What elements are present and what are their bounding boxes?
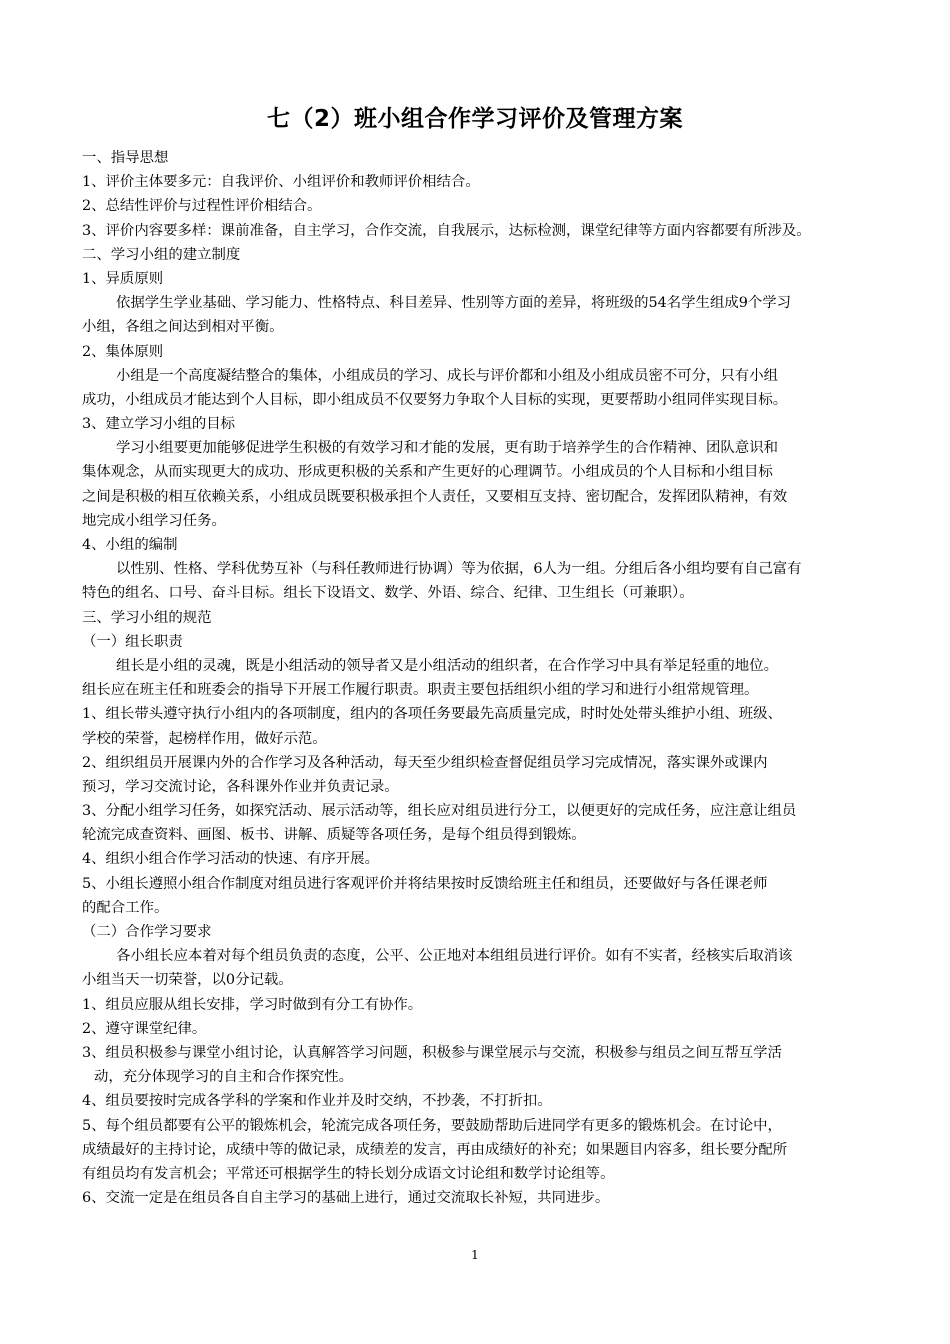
subheading: 2、集体原则 [82, 343, 164, 360]
subheading: （一）组长职责 [82, 633, 183, 650]
text-line: 学校的荣誉，起榜样作用，做好示范。 [82, 730, 327, 747]
document-body [82, 146, 876, 1210]
list-item: 2、组织组员开展课内外的合作学习及各种活动，每天至少组织检查督促组员学习完成情况，落实课外或课内 [82, 754, 768, 771]
text-line: 2、总结性评价与过程性评价相结合。 [82, 198, 322, 215]
paragraph-first-line: 依据学生学业基础、学习能力、性格特点、科目差异、性别等方面的差异，将班级的54名学生组成9个学习 [116, 295, 792, 312]
text-line: 之间是积极的相互依赖关系，小组成员既要积极承担个人责任，又要相互支持、密切配合，发挥团队精神，有效 [82, 488, 788, 505]
text-line: 小组当天一切荣誉，以0分记载。 [82, 972, 293, 989]
text-line: 3、评价内容要多样：课前准备，自主学习，合作交流，自我展示，达标检测，课堂纪律等方面内容都要有所涉及。 [82, 222, 811, 239]
text-line: 特色的组名、口号、奋斗目标。组长下设语文、数学、外语、综合、纪律、卫生组长（可兼职）。 [82, 585, 694, 602]
text-line: 轮流完成查资料、画图、板书、讲解、质疑等各项任务，是每个组员得到锻炼。 [82, 827, 586, 844]
paragraph-first-line: 学习小组要更加能够促进学生积极的有效学习和才能的发展，更有助于培养学生的合作精神、团队意识和 [116, 440, 778, 457]
text-line: 预习，学习交流讨论，各科课外作业并负责记录。 [82, 778, 399, 795]
paragraph-first-line: 组长是小组的灵魂，既是小组活动的领导者又是小组活动的组织者，在合作学习中具有举足轻重的地位。 [116, 657, 778, 674]
section-heading: 二、学习小组的建立制度 [82, 246, 241, 263]
text-line: 有组员均有发言机会；平常还可根据学生的特长划分成语文讨论组和数学讨论组等。 [82, 1165, 615, 1182]
text-line: 1、评价主体要多元：自我评价、小组评价和教师评价相结合。 [82, 174, 480, 191]
paragraph-first-line: 小组是一个高度凝结整合的集体，小组成员的学习、成长与评价都和小组及小组成员密不可分，只有小组 [116, 367, 778, 384]
text-line: 动，充分体现学习的自主和合作探究性。 [94, 1069, 354, 1086]
text-line: 成绩最好的主持讨论，成绩中等的做记录，成绩差的发言，再由成绩好的补充；如果题目内容多，组长要分配所 [82, 1141, 788, 1158]
subheading: 3、建立学习小组的目标 [82, 416, 236, 433]
section-heading: 一、指导思想 [82, 150, 169, 166]
text-line: 成功，小组成员才能达到个人目标，即小组成员不仅要努力争取个人目标的实现，更要帮助小组同伴实现目标。 [82, 391, 788, 408]
subheading: 1、异质原则 [82, 270, 164, 287]
list-item: 3、分配小组学习任务，如探究活动、展示活动等，组长应对组员进行分工，以便更好的完成任务，应注意让组员 [82, 803, 797, 820]
paragraph-first-line: 各小组长应本着对每个组员负责的态度，公平、公正地对本组组员进行评价。如有不实者，经核实后取消该 [116, 948, 793, 965]
text-line: 的配合工作。 [82, 899, 169, 916]
text-line: 集体观念，从而实现更大的成功、形成更积极的关系和产生更好的心理调节。小组成员的个人目标和小组目标 [82, 464, 773, 481]
list-item: 5、小组长遵照小组合作制度对组员进行客观评价并将结果按时反馈给班主任和组员，还要做好与各任课老师 [82, 875, 768, 892]
list-item: 1、组长带头遵守执行小组内的各项制度，组内的各项任务要最先高质量完成，时时处处带头维护小组、班级、 [82, 706, 782, 723]
text-line: 小组，各组之间达到相对平衡。 [82, 319, 284, 336]
subheading: 4、小组的编制 [82, 537, 178, 553]
paragraph-first-line: 以性别、性格、学科优势互补（与科任教师进行协调）等为依据，6人为一组。分组后各小组均要有自己富有 [116, 561, 802, 578]
list-item: 3、组员积极参与课堂小组讨论，认真解答学习问题，积极参与课堂展示与交流，积极参与组员之间互帮互学活 [82, 1044, 782, 1061]
list-item: 4、组员要按时完成各学科的学案和作业并及时交纳，不抄袭，不打折扣。 [82, 1093, 552, 1110]
list-item: 5、每个组员都要有公平的锻炼机会，轮流完成各项任务，要鼓励帮助后进同学有更多的锻炼机会。在讨论中， [82, 1117, 782, 1134]
list-item: 2、遵守课堂纪律。 [82, 1020, 207, 1037]
list-item: 4、组织小组合作学习活动的快速、有序开展。 [82, 851, 379, 868]
list-item: 6、交流一定是在组员各自自主学习的基础上进行，通过交流取长补短，共同进步。 [82, 1190, 610, 1207]
text-line: 地完成小组学习任务。 [82, 512, 226, 529]
text-line: 组长应在班主任和班委会的指导下开展工作履行职责。职责主要包括组织小组的学习和进行小组常规管理。 [82, 682, 759, 699]
document-title: 七（2）班小组合作学习评价及管理方案 [266, 106, 683, 132]
subheading: （二）合作学习要求 [82, 924, 212, 940]
section-heading: 三、学习小组的规范 [82, 609, 212, 626]
page-number: 1 [471, 1248, 479, 1262]
list-item: 1、组员应服从组长安排，学习时做到有分工有协作。 [82, 996, 423, 1013]
